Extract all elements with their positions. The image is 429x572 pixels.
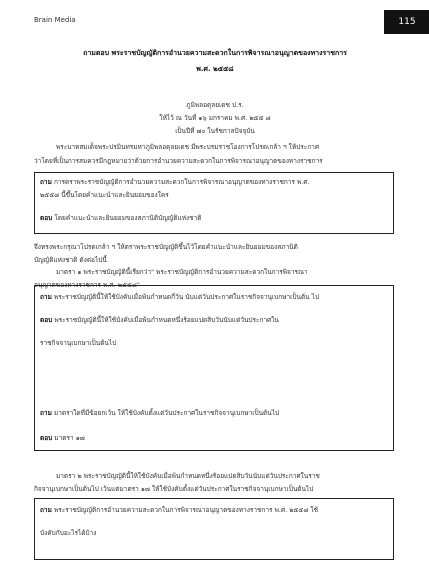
reign-year: เป็นปีที่ ๗๐ ในรัชกาลปัจจุบัน — [175, 127, 255, 135]
answer-text: โดยคำแนะนำและยินยอมของสภานิติบัญญัติแห่งชาติ — [54, 214, 202, 222]
answer-label: ตอบ — [40, 434, 53, 442]
question-label: ถาม — [40, 506, 52, 514]
question-text-cont: บังคับกับอะไรได้บ้าง — [40, 529, 97, 537]
answer-label: ตอบ — [40, 316, 53, 324]
enactment-line-1: จึงทรงพระกรุณาโปรดเกล้า ฯ ให้ตราพระราชบัญญัติขึ้นไว้โดยคำแนะนำและยินยอมของสภานิติ — [34, 243, 298, 251]
answer-text-cont: ราชกิจจานุเบกษาเป็นต้นไป — [40, 339, 117, 347]
question-text: พระราชบัญญัตินี้ให้ใช้บังคับเมื่อพ้นกำหนดกี่วัน นับแต่วันประกาศในราชกิจจานุเบกษาเป็นต้น ไป — [53, 293, 320, 301]
section-2-line-1: มาตรา ๒ พระราชบัญญัตินี้ให้ใช้บังคับเมื่อพ้นกำหนดหนึ่งร้อยแปดสิบวันนับแต่วันประกาศในราช — [56, 472, 320, 480]
question-text-cont: ๒๕๕๘ นี้ขึ้นโดยคำแนะนำและยินยอมของใคร — [40, 191, 169, 199]
given-date: ให้ไว้ ณ วันที่ ๑๖ มกราคม พ.ศ. ๒๕๕ ๘ — [159, 114, 271, 122]
section-1-line-1: มาตรา ๑ พระราชบัญญัตินี้เรียกว่า" พระราชบัญญัติการอำนวยความสะดวกในการพิจารณา — [56, 268, 308, 276]
document-title: ถามตอบ พระราชบัญญัติการอำนวยความสะดวกในการพิจารณาอนุญาตของทางราชการ — [83, 49, 347, 57]
king-signature: ภูมิพลอดุลยเดช ป.ร. — [186, 101, 244, 109]
question-label: ถาม — [40, 293, 52, 301]
answer-label: ตอบ — [40, 214, 53, 222]
qa-box-1 — [34, 172, 394, 234]
answer-text: พระราชบัญญัตินี้ให้ใช้บังคับเมื่อพ้นกำหนดหนึ่งร้อยแปดสิบวันนับแต่วันประกาศใน — [54, 316, 279, 324]
section-2-line-2: กิจจานุเบกษาเป็นต้นไป เว้นแต่มาตรา ๑๗ ให้ใช้บังคับตั้งแต่วันประกาศในราชกิจจานุเบกษาเป็นต้นไป — [34, 485, 314, 493]
qa-box-3 — [34, 498, 394, 560]
enactment-line-2: บัญญัติแห่งชาติ ดังต่อไปนี้ — [34, 256, 107, 264]
preamble-line-2: ว่าโดยที่เป็นการสมควรมีกฎหมายว่าด้วยการอำนวยความสะดวกในการพิจารณาอนุญาตของทางราชการ — [34, 157, 323, 165]
section-1-line-2: อนุญาตของทางราชการ พ.ศ. ๒๕๕๘" — [34, 281, 140, 289]
answer-text: มาตรา ๑๗ — [54, 434, 85, 442]
question-text: พระราชบัญญัติการอำนวยความสะดวกในการพิจารณาอนุญาตของทางราชการ พ.ศ. ๒๕๕๘ ใช้ — [53, 506, 319, 514]
qa-box-2 — [34, 285, 394, 451]
question-text: มาตราใดที่มีข้อยกเว้น ให้ใช้บังคับตั้งแต่วันประกาศในราชกิจจานุเบกษาเป็นต้นไป — [53, 409, 280, 417]
question-label: ถาม — [40, 409, 52, 417]
publisher-name: Brain Media — [34, 16, 76, 24]
question-text: การตราพระราชบัญญัติการอำนวยความสะดวกในการพิจารณาอนุญาตของทางราชการ พ.ศ. — [53, 178, 310, 186]
preamble-line-1: พระบาทสมเด็จพระปรมินทรมหาภูมิพลอดุลยเดช มีพระบรมราชโองการโปรดเกล้า ฯ ให้ประกาศ — [56, 143, 319, 151]
question-label: ถาม — [40, 178, 52, 186]
document-title-year: พ.ศ. ๒๕๕๘ — [196, 65, 234, 73]
page-number-badge: 115 — [384, 10, 429, 34]
